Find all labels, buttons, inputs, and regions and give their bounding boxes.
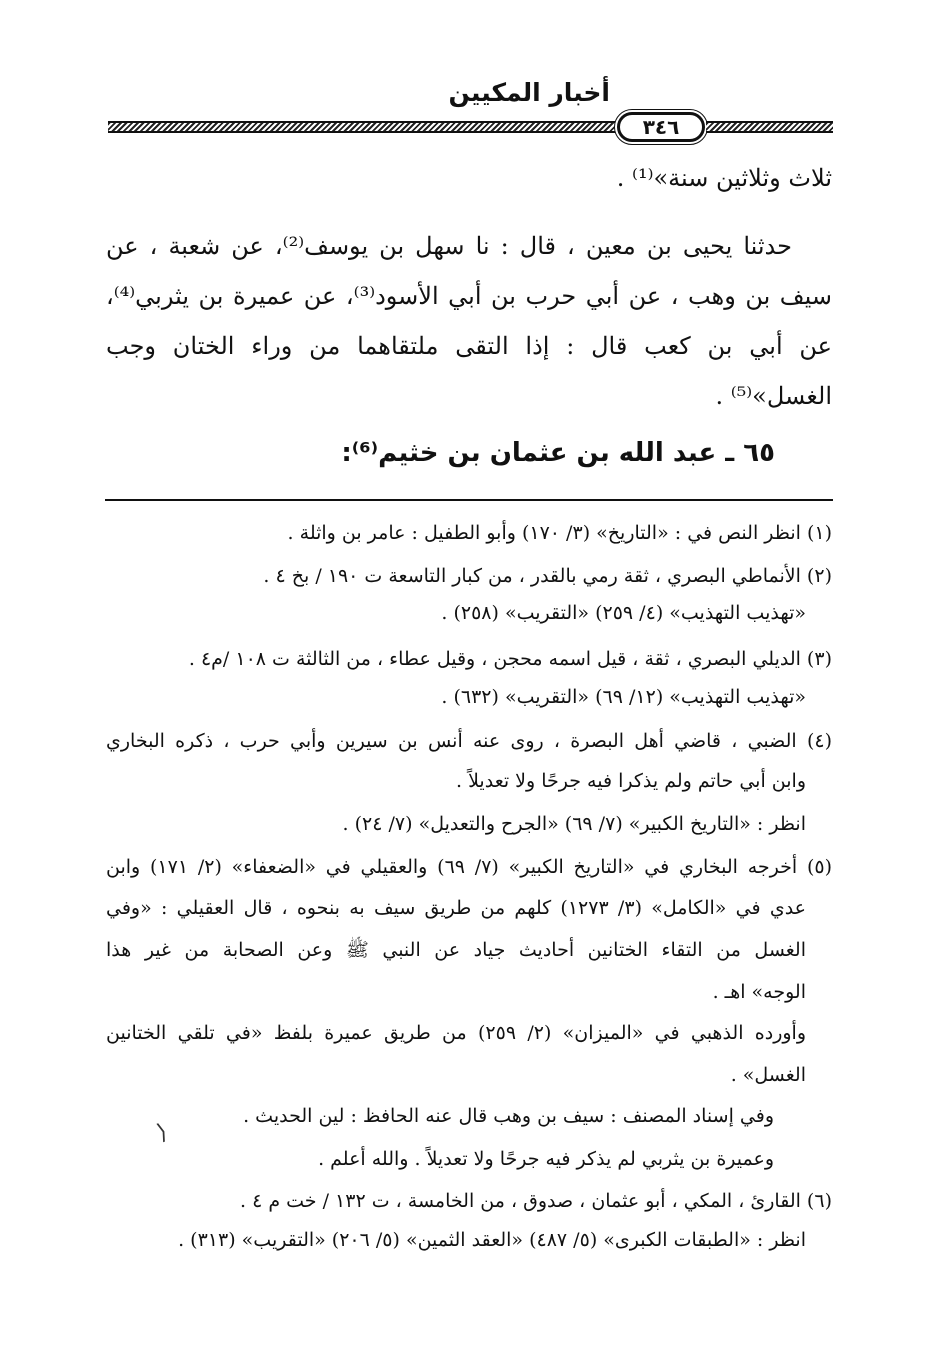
footnote-line: (٤) الضبي ، قاضي أهل البصرة ، روى عنه أنس بن سيرين وأبي حرب ، ذكره البخاري xyxy=(106,730,832,752)
main-text-line: ثلاث وثلاثين سنة»⁽¹⁾ . xyxy=(616,164,832,192)
footnote-line: «تهذيب التهذيب» (١٢/ ٦٩) «التقريب» (٦٣٢) . xyxy=(441,686,806,708)
header-rule-right xyxy=(108,121,615,133)
running-title: أخبار المكيين xyxy=(448,78,610,107)
footnote-line: وأورده الذهبي في «الميزان» (٢/ ٢٥٩) من طريق عميرة بلفظ «في تلقي الختانين xyxy=(106,1022,806,1044)
footnote-line: انظر : «الطبقات الكبرى» (٥/ ٤٨٧) «العقد الثمين» (٥/ ٢٠٦) «التقريب» (٣١٣) . xyxy=(178,1229,806,1251)
footnote-line: الوجه» اهـ . xyxy=(712,981,806,1003)
main-text-line: سيف بن وهب ، عن أبي حرب بن أبي الأسود⁽³⁾، عن عميرة بن يثربي⁽⁴⁾، xyxy=(106,282,832,310)
page-number-badge: ٣٤٦ xyxy=(617,112,705,142)
section-heading: ٦٥ ـ عبد الله بن عثمان بن خثيم⁽⁶⁾: xyxy=(341,438,775,468)
footnote-line: (١) انظر النص في : «التاريخ» (٣/ ١٧٠) وأبو الطفيل : عامر بن واثلة . xyxy=(287,522,832,544)
main-text-line: الغسل»⁽⁵⁾ . xyxy=(715,382,832,410)
main-text-line: حدثنا يحيى بن معين ، قال : نا سهل بن يوسف⁽²⁾، عن شعبة ، عن xyxy=(106,232,792,260)
footnote-line: «تهذيب التهذيب» (٤/ ٢٥٩) «التقريب» (٢٥٨) . xyxy=(441,602,806,624)
footnote-line: (٢) الأنماطي البصري ، ثقة رمي بالقدر ، من كبار التاسعة ت ١٩٠ / بخ ٤ . xyxy=(263,565,832,587)
footnote-line: (٦) القارئ ، المكي ، أبو عثمان ، صدوق ، من الخامسة ، ت ١٣٢ / خت م ٤ . xyxy=(239,1190,832,1212)
footnote-line: وفي إسناد المصنف : سيف بن وهب قال عنه الحافظ : لين الحديث . xyxy=(243,1105,774,1127)
footnote-line: الغسل من التقاء الختانين أحاديث جياد عن النبي ﷺ وعن الصحابة من غير هذا xyxy=(106,939,806,961)
footnote-line: عدي في «الكامل» (٣/ ١٢٧٣) كلهم من طريق سيف به بنحوه ، قال العقيلي : «وفي xyxy=(106,897,807,919)
main-text-line: عن أبي بن كعب قال : إذا التقى ملتقاهما من وراء الختان وجب xyxy=(106,332,832,360)
footnote-line: (٣) الديلي البصري ، ثقة ، قيل اسمه محجن ، وقيل عطاء ، من الثالثة ت ١٠٨ /م٤ . xyxy=(188,648,832,670)
footnote-separator xyxy=(105,499,833,501)
footnote-line: الغسل» . xyxy=(730,1064,806,1086)
footnote-line: وعميرة بن يثربي لم يذكر فيه جرحًا ولا تعديلاً . والله أعلم . xyxy=(318,1148,774,1170)
footnote-line: وابن أبي حاتم ولم يذكرا فيه جرحًا ولا تعديلاً . xyxy=(456,770,806,792)
margin-pen-mark: ⟨ xyxy=(153,1119,171,1146)
footnote-line: انظر : «التاريخ الكبير» (٧/ ٦٩) «الجرح والتعديل» (٧/ ٢٤) . xyxy=(342,813,806,835)
footnote-line: (٥) أخرجه البخاري في «التاريخ الكبير» (٧/ ٦٩) والعقيلي في «الضعفاء» (٢/ ١٧١) وابن xyxy=(106,856,832,878)
header-rule-left xyxy=(706,121,833,133)
